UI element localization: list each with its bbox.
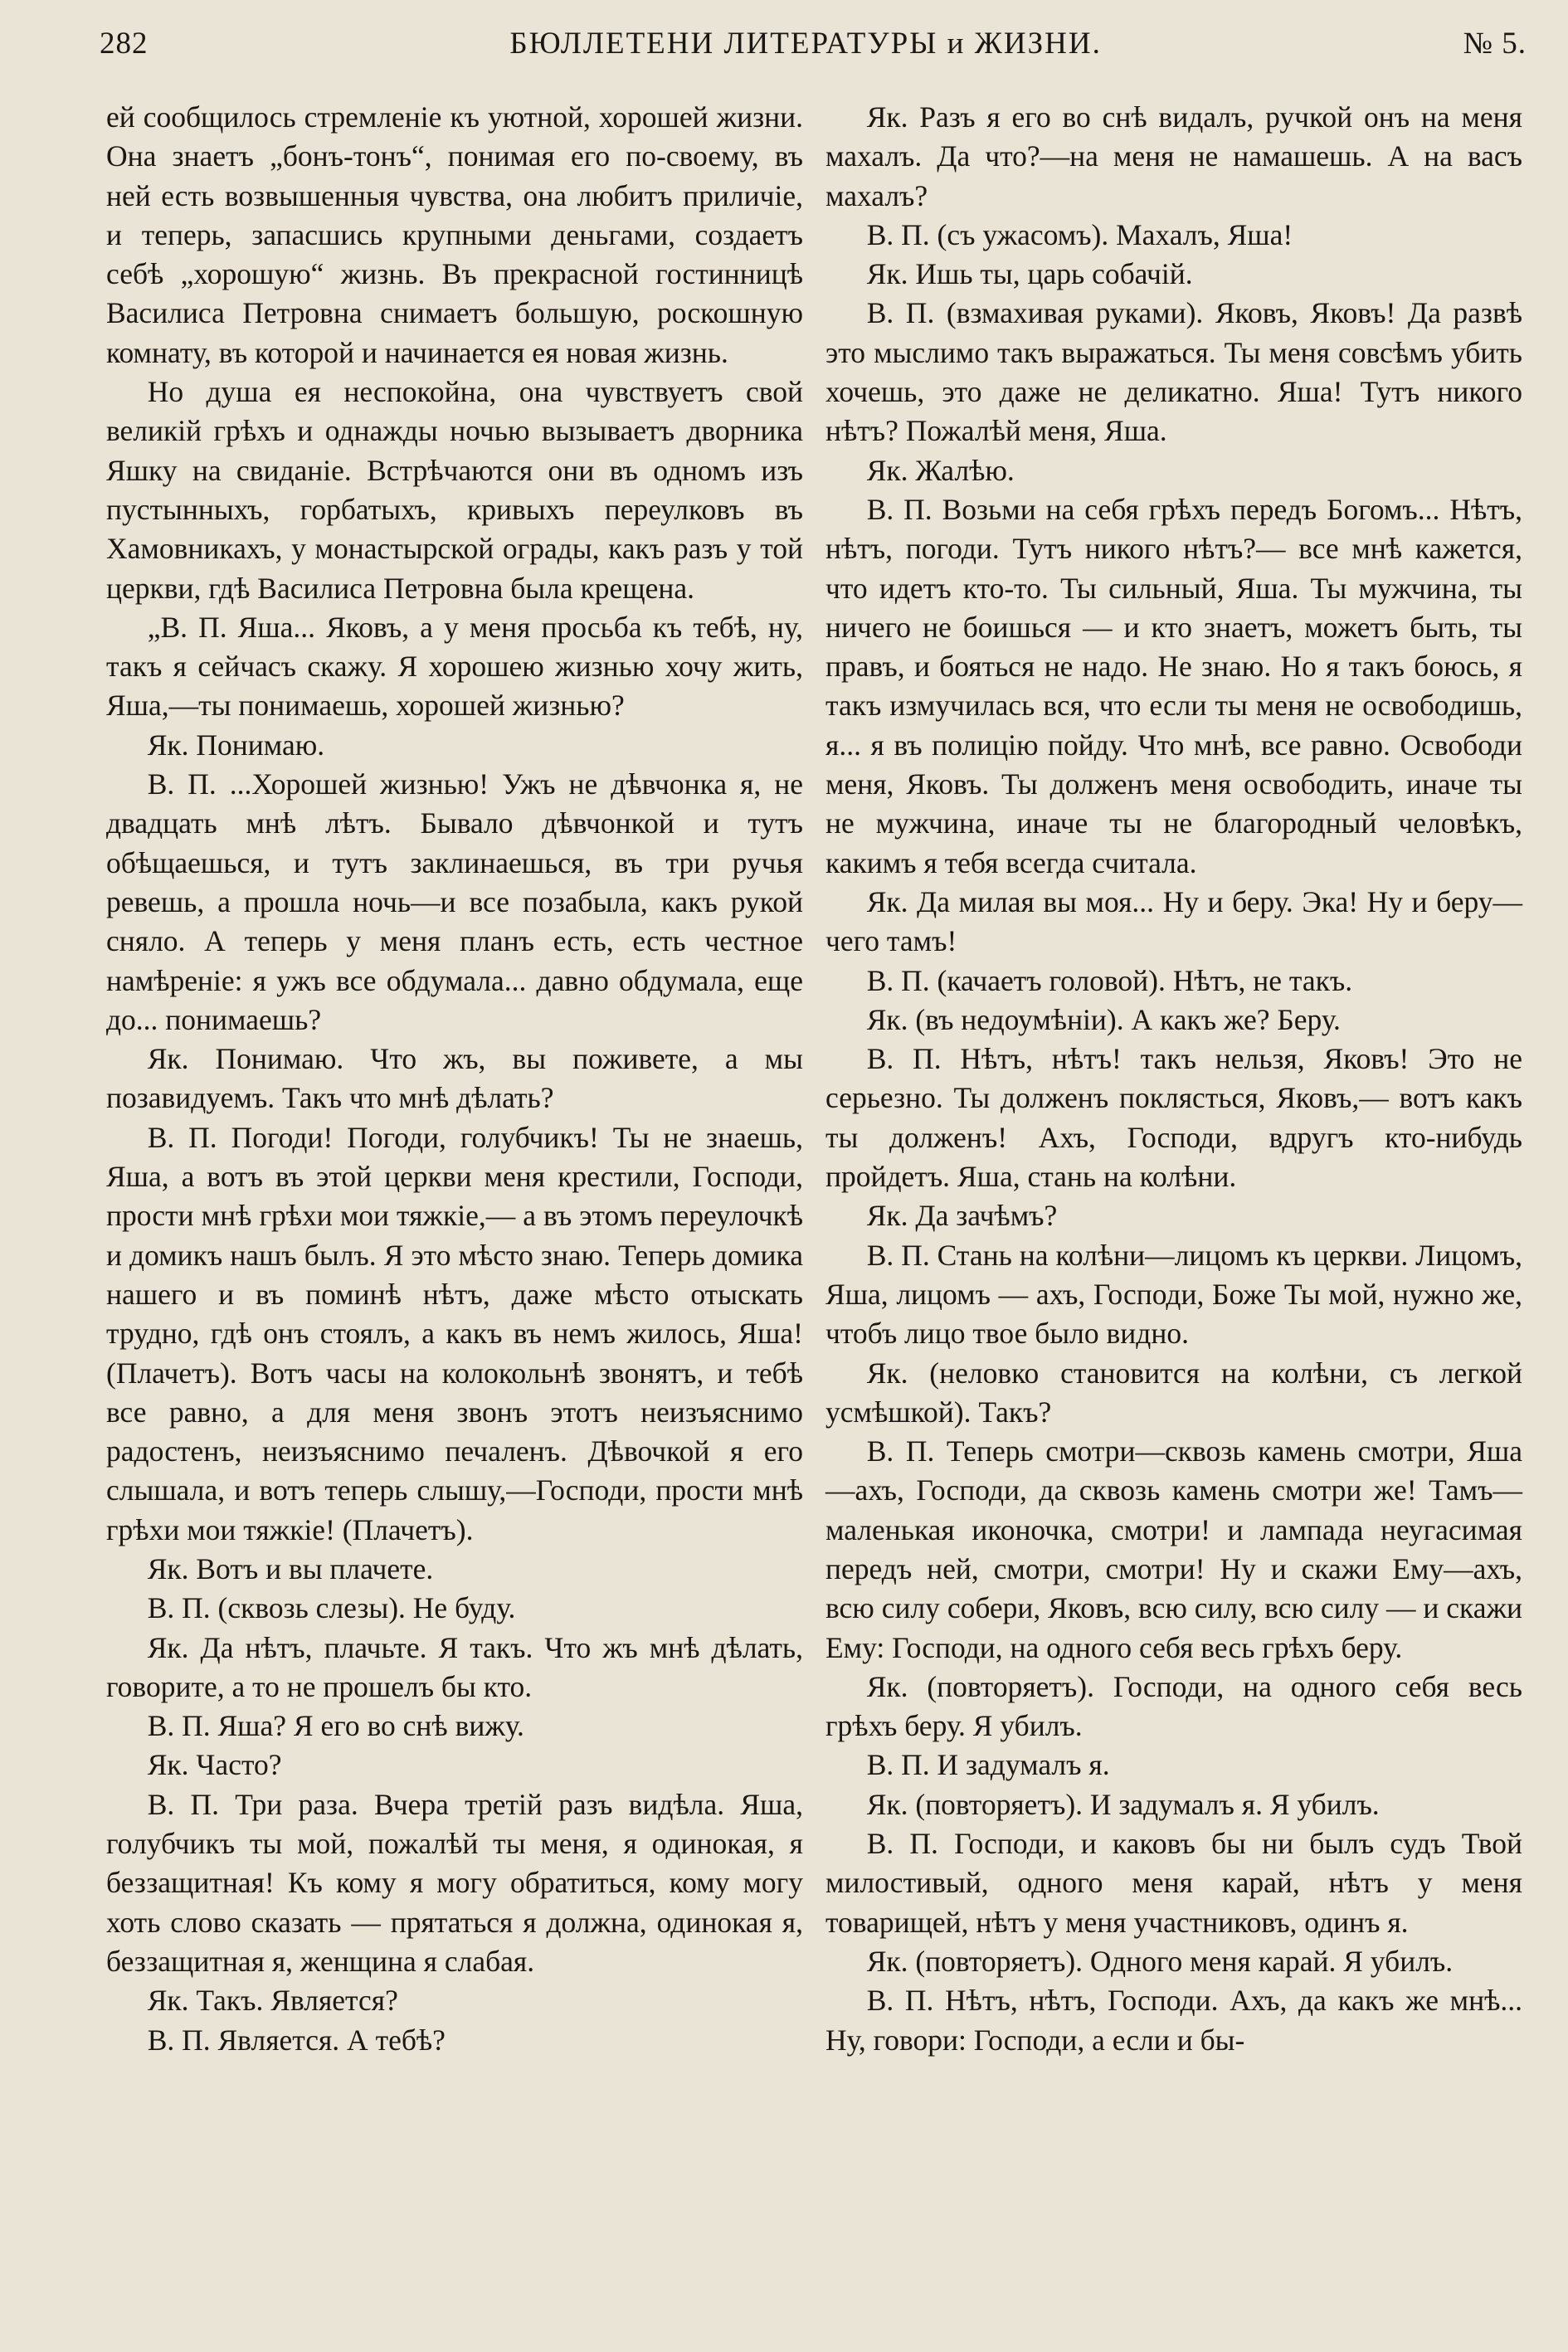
paragraph: Як. (неловко становится на колѣни, съ легкой усмѣшкой). Такъ?: [825, 1356, 1522, 1429]
paragraph: Як. Часто?: [147, 1748, 282, 1782]
paragraph: Як. Жалѣю.: [866, 453, 1015, 487]
paragraph: Як. Да нѣтъ, плачьте. Я такъ. Что жъ мнѣ дѣлать, говорите, а то не прошелъ бы кто.: [106, 1630, 803, 1703]
paragraph: В. П. ...Хорошей жизнью! Ужъ не дѣвчонка я, не двадцать мнѣ лѣтъ. Бывало дѣвчонкой и тутъ обѣщаешься, и тутъ заклинаешься, въ три ручья ревешь, а прошла ночь—и все позабыла, какъ рукой сняло. А теперь у меня планъ есть, есть честное намѣреніе: я ужъ все обдумала... давно обдумала, еще до... понимаешь?: [106, 767, 803, 1036]
paragraph: В. П. Стань на колѣни—лицомъ къ церкви. Лицомъ, Яша, лицомъ — ахъ, Господи, Боже Ты мой, нужно же, чтобъ лицо твое было видно.: [825, 1238, 1522, 1351]
paragraph: В. П. (сквозь слезы). Не буду.: [147, 1591, 516, 1625]
paragraph: В. П. Три раза. Вчера третій разъ видѣла. Яша, голубчикъ ты мой, пожалѣй ты меня, я одинокая, я беззащитная! Къ кому я могу обратиться, кому могу хоть слово сказать — прятаться я должна, одинокая я, беззащитная я, женщина я слабая.: [106, 1787, 803, 1978]
paragraph: В. П. И задумалъ я.: [866, 1748, 1110, 1782]
paragraph: В. П. Господи, и каковъ бы ни былъ судъ Твой милостивый, одного меня карай, нѣтъ у меня товарищей, нѣтъ у меня участниковъ, одинъ я.: [825, 1827, 1522, 1939]
paragraph: Но душа ея неспокойна, она чувствуетъ свой великій грѣхъ и однажды ночью вызываетъ дворника Яшку на свиданіе. Встрѣчаются они въ одномъ изъ пустынныхъ, горбатыхъ, кривыхъ переулковъ въ Хамовникахъ, у монастырской ограды, какъ разъ у той церкви, гдѣ Василиса Петровна была крещена.: [106, 375, 803, 605]
paragraph: Як. (повторяетъ). И задумалъ я. Я убилъ.: [866, 1787, 1380, 1821]
paragraph: Як. Такъ. Является?: [147, 1984, 398, 2018]
paragraph: В. П. Погоди! Погоди, голубчикъ! Ты не знаешь, Яша, а вотъ въ этой церкви меня крестили, Господи, прости мнѣ грѣхи мои тяжкіе,— а въ этомъ переулочкѣ и домикъ нашъ былъ. Я это мѣсто знаю. Теперь домика нашего и въ поминѣ нѣтъ, даже мѣсто отыскать трудно, гдѣ онъ стоялъ, а какъ въ немъ жилось, Яша! (Плачетъ). Вотъ часы на колокольнѣ звонятъ, и тебѣ все равно, а для меня звонъ этотъ неизъяснимо радостенъ, неизъяснимо печаленъ. Дѣвочкой я его слышала, и вотъ теперь слышу,—Господи, прости мнѣ грѣхи мои тяжкіе! (Плачетъ).: [106, 1120, 803, 1546]
paragraph: Як. (повторяетъ). Господи, на одного себя весь грѣхъ беру. Я убилъ.: [825, 1669, 1522, 1743]
paragraph: Як. (повторяетъ). Одного меня карай. Я убилъ.: [866, 1944, 1454, 1978]
paragraph: В. П. Нѣтъ, нѣтъ! такъ нельзя, Яковъ! Это не серьезно. Ты долженъ поклясться, Яковъ,— вотъ какъ ты долженъ! Ахъ, Господи, вдругъ кто-нибудь пройдетъ. Яша, стань на колѣни.: [825, 1042, 1522, 1194]
page-header: [100, 18, 1527, 68]
paragraph: Як. Понимаю.: [147, 728, 325, 762]
paragraph: Як. Разъ я его во снѣ видалъ, ручкой онъ на меня махалъ. Да что?—на меня не намашешь. А на васъ махалъ?: [825, 100, 1522, 212]
right-column: [825, 98, 1522, 2060]
paragraph: В. П. (качаетъ головой). Нѣтъ, не такъ.: [866, 963, 1353, 997]
paragraph: В. П. Яша? Я его во снѣ вижу.: [147, 1709, 524, 1743]
paragraph: В. П. Теперь смотри—сквозь камень смотри, Яша—ахъ, Господи, да сквозь камень смотри же! Тамъ—маленькая иконочка, смотри! и лампада неугасимая передъ ней, смотри, смотри! Ну и скажи Ему—ахъ, всю силу собери, Яковъ, всю силу, всю силу — и скажи Ему: Господи, на одного себя весь грѣхъ беру.: [825, 1434, 1522, 1664]
paragraph: Як. Вотъ и вы плачете.: [147, 1551, 434, 1585]
paragraph: В. П. (взмахивая руками). Яковъ, Яковъ! Да развѣ это мыслимо такъ выражаться. Ты меня совсѣмъ убить хочешь, это даже не деликатно. Яша! Тутъ никого нѣтъ? Пожалѣй меня, Яша.: [825, 296, 1522, 448]
paragraph: Як. (въ недоумѣніи). А какъ же? Беру.: [866, 1002, 1341, 1036]
paragraph: „В. П. Яша... Яковъ, а у меня просьба къ тебѣ, ну, такъ я сейчасъ скажу. Я хорошею жизнью хочу жить, Яша,—ты понимаешь, хорошей жизнью?: [106, 610, 803, 723]
left-column: [106, 98, 803, 2060]
paragraph: Як. Да милая вы моя... Ну и беру. Эка! Ну и беру—чего тамъ!: [825, 884, 1522, 958]
paragraph: В. П. Нѣтъ, нѣтъ, Господи. Ахъ, да какъ же мнѣ... Ну, говори: Господи, а если и бы-: [825, 1984, 1522, 2057]
paragraph: Як. Ишь ты, царь собачій.: [866, 257, 1193, 291]
paragraph: ей сообщилось стремленіе къ уютной, хорошей жизни. Она знаетъ „бонъ-тонъ“, понимая его по-своему, въ ней есть возвышенныя чувства, она любитъ приличіе, и теперь, запасшись крупными деньгами, создаетъ себѣ „хорошую“ жизнь. Въ прекрасной гостинницѣ Василиса Петровна снимаетъ большую, роскошную комнату, въ которой и начинается ея новая жизнь.: [106, 100, 803, 369]
issue-number: № 5.: [1463, 26, 1527, 61]
paragraph: Як. Да зачѣмъ?: [866, 1199, 1058, 1233]
page-number: 282: [100, 26, 149, 61]
paragraph: В. П. Возьми на себя грѣхъ передъ Богомъ... Нѣтъ, нѣтъ, погоди. Тутъ никого нѣтъ?— все мнѣ кажется, что идетъ кто-то. Ты сильный, Яша. Ты мужчина, ты ничего не боишься — и кто знаетъ, можетъ быть, ты правъ, и бояться не надо. Не знаю. Но я такъ боюсь, я такъ измучилась вся, что если ты меня не освободишь, я... я въ полицію пойду. Что мнѣ, все равно. Освободи меня, Яковъ. Ты долженъ меня освободить, иначе ты не мужчина, иначе ты не благородный человѣкъ, какимъ я тебя всегда считала.: [825, 492, 1522, 879]
paragraph: В. П. Является. А тебѣ?: [147, 2023, 446, 2057]
paragraph: Як. Понимаю. Что жъ, вы поживете, а мы позавидуемъ. Такъ что мнѣ дѣлать?: [106, 1042, 803, 1115]
journal-title: БЮЛЛЕТЕНИ ЛИТЕРАТУРЫ и ЖИЗНИ.: [509, 26, 1102, 61]
paragraph: В. П. (съ ужасомъ). Махалъ, Яша!: [866, 217, 1293, 251]
